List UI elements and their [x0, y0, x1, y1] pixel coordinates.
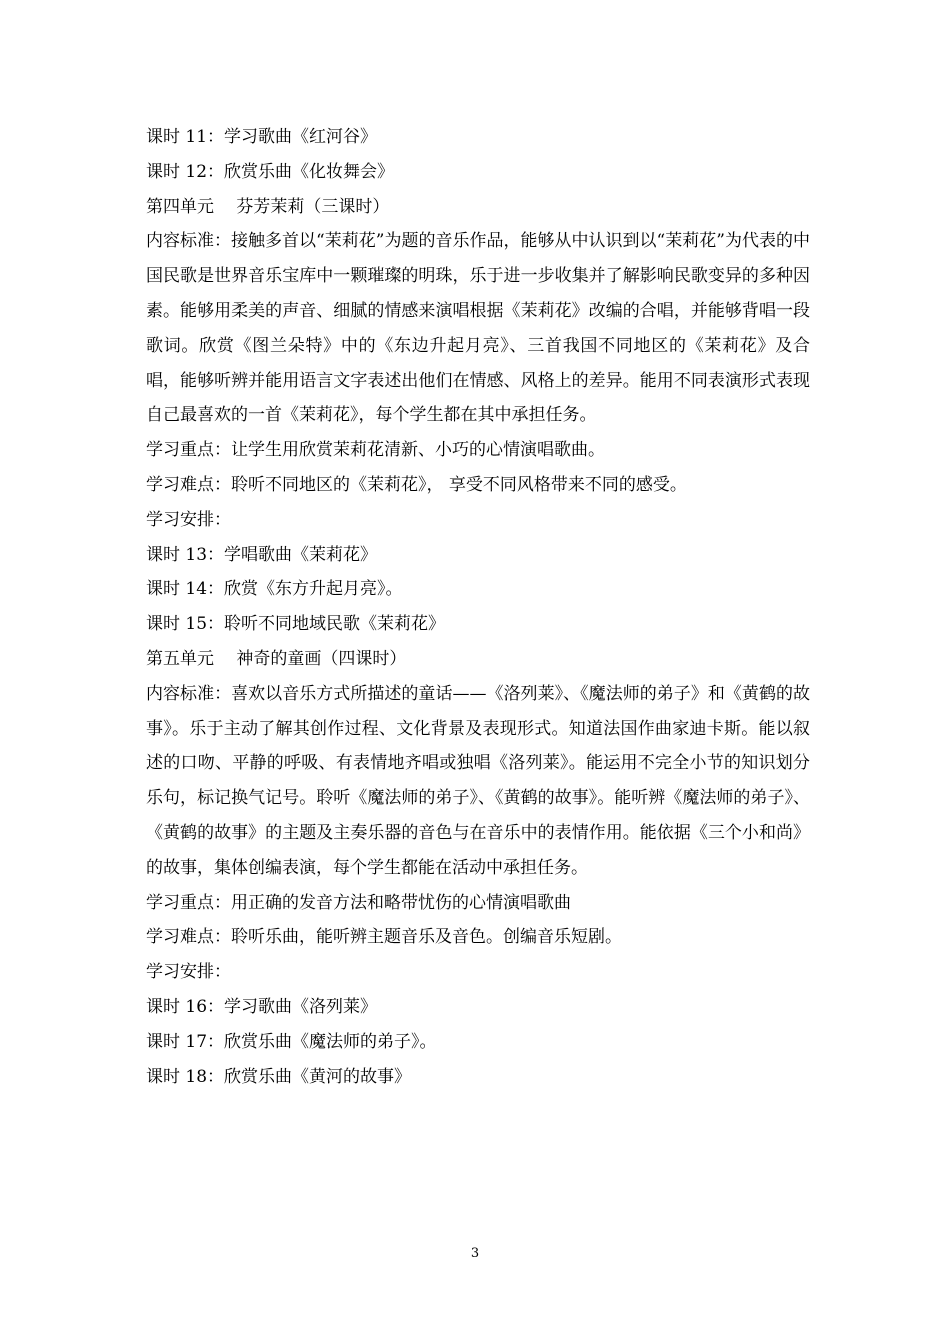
lesson-12-line: 课时 12：欣赏乐曲《化妆舞会》 — [146, 161, 395, 182]
unit-5-heading: 第五单元 神奇的童画（四课时） — [146, 648, 407, 669]
unit-5-content-standard: 内容标准：喜欢以音乐方式所描述的童话——《洛列莱》、《魔法师的弟子》和《黄鹤的故事》。乐于主动了解其创作过程、文化背景及表现形式。知道法国作曲家迪卡斯。能以叙述的口吻、平静的呼吸、有表情地齐唱或独唱《洛列莱》。能运用不完全小节的知识划分乐句，标记换气记号。聆听《魔法师的弟子》、《黄鹤的故事》。能听辨《魔法师的弟子》、《黄鹤的故事》的主题及主奏乐器的音色与在音乐中的表情作用。能依据《三个小和尚》的故事，集体创编表演，每个学生都能在活动中承担任务。 — [146, 683, 810, 878]
lesson-16-line: 课时 16：学习歌曲《洛列莱》 — [146, 996, 378, 1017]
lesson-18-line: 课时 18：欣赏乐曲《黄河的故事》 — [146, 1066, 412, 1087]
unit-4-heading: 第四单元 芬芳茉莉（三课时） — [146, 196, 390, 217]
lesson-11-line: 课时 11：学习歌曲《红河谷》 — [146, 127, 378, 147]
lesson-14-line: 课时 14：欣赏《东方升起月亮》。 — [146, 579, 403, 600]
unit-4-arrangement-label: 学习安排： — [146, 509, 231, 530]
unit-4-content-standard: 内容标准：接触多首以“茉莉花”为题的音乐作品，能够从中认识到以“茉莉花”为代表的中国民歌是世界音乐宝库中一颗璀璨的明珠，乐于进一步收集并了解影响民歌变异的多种因素。能够用柔美的声音、细腻的情感来演唱根据《茉莉花》改编的合唱，并能够背唱一段歌词。欣赏《图兰朵特》中的《东边升起月亮》、三首我国不同地区的《茉莉花》及合唱，能够听辨并能用语言文字表述出他们在情感、风格上的差异。能用不同表演形式表现自己最喜欢的一首《茉莉花》，每个学生都在其中承担任务。 — [146, 231, 810, 426]
unit-4-key-point: 学习重点：让学生用欣赏茉莉花清新、小巧的心情演唱歌曲。 — [146, 440, 605, 461]
lesson-17-line: 课时 17：欣赏乐曲《魔法师的弟子》。 — [146, 1031, 437, 1052]
page-number: 3 — [470, 1246, 480, 1261]
unit-5-difficulty: 学习难点：聆听乐曲，能听辨主题音乐及音色。创编音乐短剧。 — [146, 927, 622, 948]
lesson-13-line: 课时 13：学唱歌曲《茉莉花》 — [146, 544, 378, 565]
unit-5-key-point: 学习重点：用正确的发音方法和略带忧伤的心情演唱歌曲 — [146, 892, 571, 913]
unit-4-difficulty: 学习难点：聆听不同地区的《茉莉花》， 享受不同风格带来不同的感受。 — [146, 474, 687, 495]
lesson-15-line: 课时 15：聆听不同地域民歌《茉莉花》 — [146, 614, 446, 635]
page-body — [146, 120, 810, 1094]
unit-5-arrangement-label: 学习安排： — [146, 962, 231, 983]
